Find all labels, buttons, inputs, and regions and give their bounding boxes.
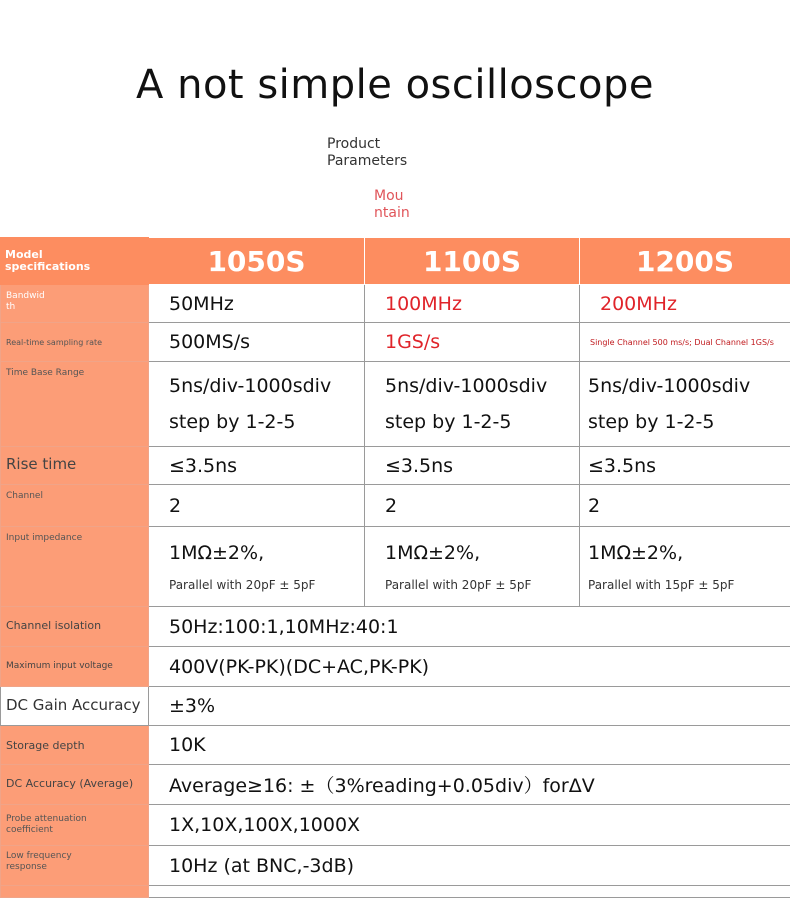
page-title: A not simple oscilloscope bbox=[0, 62, 790, 108]
product-parameters-label: Product Parameters bbox=[327, 136, 447, 170]
cell-bandwidth-1200s: 200MHz bbox=[580, 285, 790, 323]
row-label-maxvoltage: Maximum input voltage bbox=[1, 647, 149, 687]
cell-probe: 1X,10X,100X,1000X bbox=[149, 805, 790, 846]
timebase-range-1050s: 5ns/div-1000sdiv bbox=[169, 375, 331, 397]
row-label-sampling: Real-time sampling rate bbox=[1, 323, 149, 362]
cell-impedance-1100s bbox=[365, 527, 580, 607]
header-row bbox=[1, 238, 790, 285]
row-label-dcgain: DC Gain Accuracy bbox=[1, 687, 149, 726]
cell-rise-1200s: ≤3.5ns bbox=[580, 447, 790, 485]
impedance-parallel-1050s: Parallel with 20pF ± 5pF bbox=[169, 578, 364, 592]
table-row bbox=[1, 647, 790, 687]
cell-bandwidth-1100s: 100MHz bbox=[365, 285, 580, 323]
impedance-value-1050s: 1MΩ±2%, bbox=[169, 542, 264, 564]
row-label-bandwidth: Bandwid th bbox=[1, 285, 149, 323]
table-row bbox=[1, 846, 790, 886]
row-label-dcacc: DC Accuracy (Average) bbox=[1, 765, 149, 805]
impedance-parallel-1200s: Parallel with 15pF ± 5pF bbox=[588, 578, 790, 592]
model-1200s: 1200S bbox=[580, 238, 790, 285]
table-row bbox=[1, 362, 790, 447]
row-label-storage: Storage depth bbox=[1, 726, 149, 765]
table-row bbox=[1, 765, 790, 805]
cell-sampling-1050s: 500MS/s bbox=[149, 323, 365, 362]
table-row bbox=[1, 726, 790, 765]
cell-rise-1050s: ≤3.5ns bbox=[149, 447, 365, 485]
table-row bbox=[1, 527, 790, 607]
cell-rise-1100s: ≤3.5ns bbox=[365, 447, 580, 485]
table-row bbox=[1, 607, 790, 647]
cell-channel-1200s: 2 bbox=[580, 485, 790, 527]
impedance-value-1200s: 1MΩ±2%, bbox=[588, 542, 683, 564]
model-specifications-label: Model specifications bbox=[1, 238, 149, 285]
cell-timebase-1100s bbox=[365, 362, 580, 447]
cell-sampling-1100s: 1GS/s bbox=[365, 323, 580, 362]
cell-impedance-1050s bbox=[149, 527, 365, 607]
cell-maxvoltage: 400V(PK-PK)(DC+AC,PK-PK) bbox=[149, 647, 790, 687]
cell-channel-1100s: 2 bbox=[365, 485, 580, 527]
cell-timebase-1200s bbox=[580, 362, 790, 447]
row-label-isolation: Channel isolation bbox=[1, 607, 149, 647]
row-label-impedance: Input impedance bbox=[1, 527, 149, 607]
table-row bbox=[1, 687, 790, 726]
cell-timebase-1050s bbox=[149, 362, 365, 447]
cell-storage: 10K bbox=[149, 726, 790, 765]
cell-channel-1050s: 2 bbox=[149, 485, 365, 527]
impedance-parallel-1100s: Parallel with 20pF ± 5pF bbox=[385, 578, 579, 592]
cell-impedance-1200s bbox=[580, 527, 790, 607]
timebase-step-1050s: step by 1-2-5 bbox=[169, 411, 364, 433]
cell-lowfreq: 10Hz (at BNC,-3dB) bbox=[149, 846, 790, 886]
model-1050s: 1050S bbox=[149, 238, 365, 285]
timebase-range-1200s: 5ns/div-1000sdiv bbox=[588, 375, 750, 397]
table-row bbox=[1, 323, 790, 362]
timebase-step-1200s: step by 1-2-5 bbox=[588, 411, 790, 433]
model-1100s: 1100S bbox=[365, 238, 580, 285]
cell-dcgain: ±3% bbox=[149, 687, 790, 726]
table-row bbox=[1, 447, 790, 485]
table-row bbox=[1, 485, 790, 527]
row-label-lowfreq: Low frequency response bbox=[1, 846, 149, 886]
impedance-value-1100s: 1MΩ±2%, bbox=[385, 542, 480, 564]
timebase-step-1100s: step by 1-2-5 bbox=[385, 411, 579, 433]
cell-bandwidth-1050s: 50MHz bbox=[149, 285, 365, 323]
timebase-range-1100s: 5ns/div-1000sdiv bbox=[385, 375, 547, 397]
table-row bbox=[1, 285, 790, 323]
row-label-channel: Channel bbox=[1, 485, 149, 527]
cell-sampling-1200s: Single Channel 500 ms/s; Dual Channel 1GS/s bbox=[580, 323, 790, 362]
spec-table bbox=[0, 237, 790, 898]
row-label-timebase: Time Base Range bbox=[1, 362, 149, 447]
mountain-label: Mou ntain bbox=[374, 188, 434, 222]
table-row bbox=[1, 805, 790, 846]
row-label-rise-time: Rise time bbox=[1, 447, 149, 485]
row-label-probe: Probe attenuation coefficient bbox=[1, 805, 149, 846]
cell-isolation: 50Hz:100:1,10MHz:40:1 bbox=[149, 607, 790, 647]
cell-dcacc: Average≥16: ±（3%reading+0.05div）forΔV bbox=[149, 765, 790, 805]
